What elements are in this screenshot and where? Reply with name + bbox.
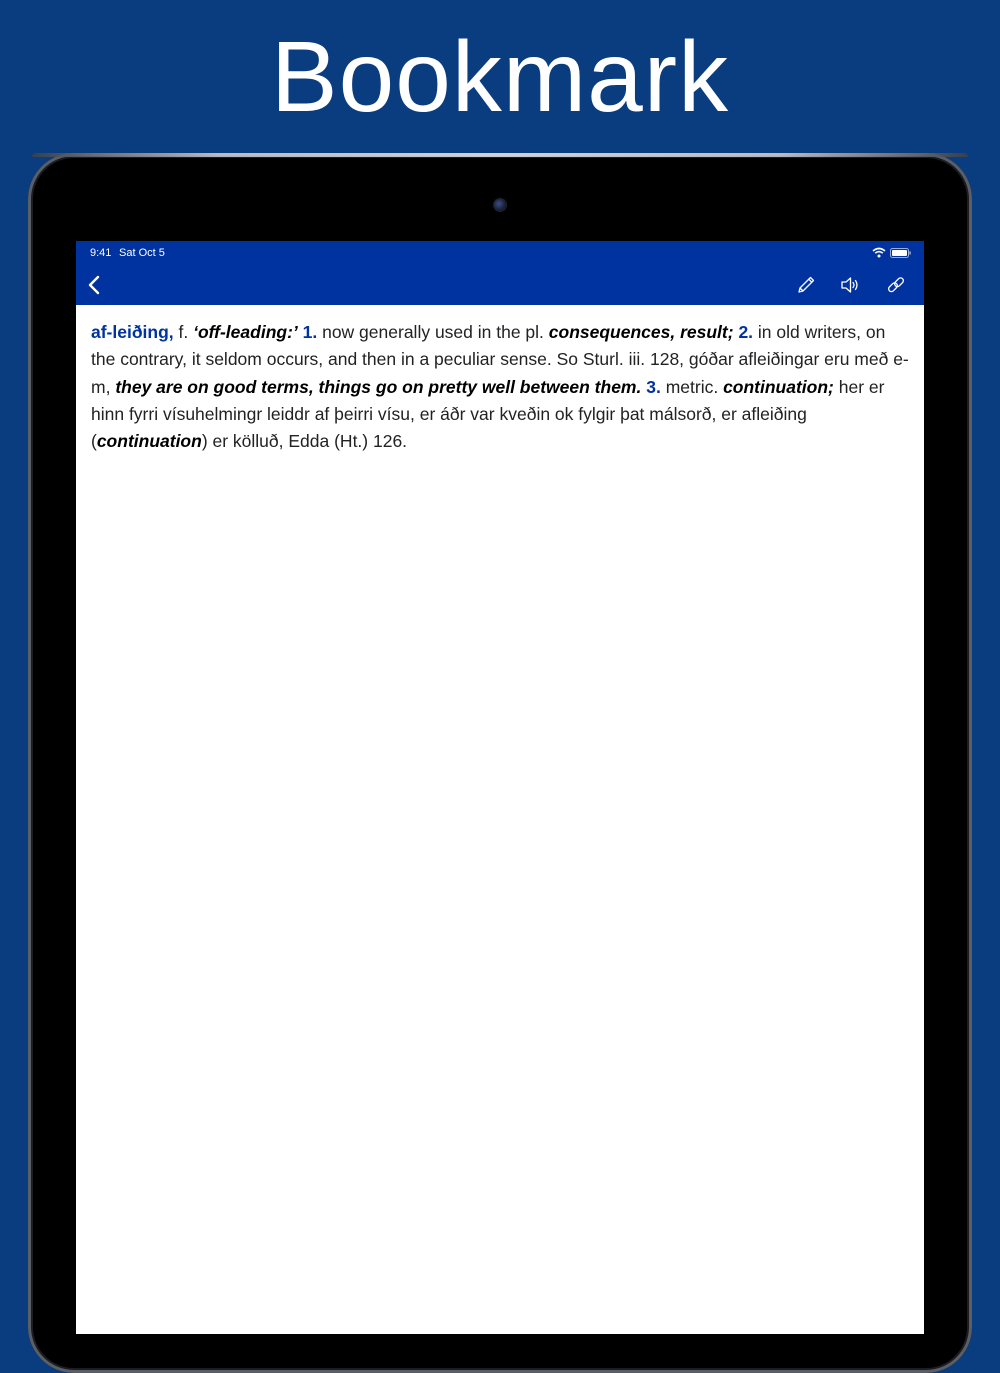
- sense-number: 3.: [641, 376, 661, 397]
- pencil-icon: [795, 274, 817, 296]
- battery-icon: [890, 248, 911, 258]
- status-bar: [76, 241, 924, 265]
- sense-text: in old writers, on the contrary, it seldom occurs, and then in a peculiar sense. So Sturl. iii. 128, góðar afleiðingar eru með e-m,: [91, 322, 909, 397]
- pronunciation-button[interactable]: [836, 271, 864, 299]
- link-icon: [885, 274, 907, 296]
- status-date: Sat Oct 5: [119, 247, 165, 259]
- status-time: 9:41: [90, 247, 112, 259]
- wifi-icon: [872, 247, 886, 258]
- tablet-rim: [32, 153, 968, 157]
- sense-number: 1.: [297, 322, 318, 342]
- chevron-left-icon: [87, 275, 101, 295]
- navigation-bar: [76, 265, 924, 305]
- sense-gloss: continuation;: [723, 376, 834, 397]
- share-link-button[interactable]: [882, 271, 910, 299]
- dictionary-entry: [91, 319, 911, 455]
- entry-headword: af-leiðing,: [91, 322, 174, 342]
- sense-gloss: continuation: [96, 431, 202, 452]
- entry-etymology: ‘off-leading:’: [193, 322, 298, 342]
- promo-title: Bookmark: [270, 21, 730, 133]
- front-camera: [494, 199, 506, 211]
- edit-note-button[interactable]: [792, 271, 820, 299]
- app-screen: [76, 241, 924, 1334]
- sense-number: 2.: [733, 322, 754, 342]
- entry-gender: f.: [173, 322, 194, 342]
- back-button[interactable]: [80, 271, 108, 299]
- sense-gloss: consequences, result;: [548, 322, 734, 342]
- speaker-icon: [839, 274, 861, 296]
- sense-text: metric.: [660, 376, 724, 397]
- sense-text: now generally used in the pl.: [317, 322, 549, 342]
- sense-gloss: they are on good terms, things go on pretty well between them.: [115, 376, 642, 397]
- sense-text: ) er kölluð, Edda (Ht.) 126.: [201, 431, 408, 452]
- sense-text: her er hinn fyrri vísuhelmingr leiddr af þeirri vísu, er áðr var kveðin ok fylgir þat málsorð, er afleiðing (: [91, 376, 885, 452]
